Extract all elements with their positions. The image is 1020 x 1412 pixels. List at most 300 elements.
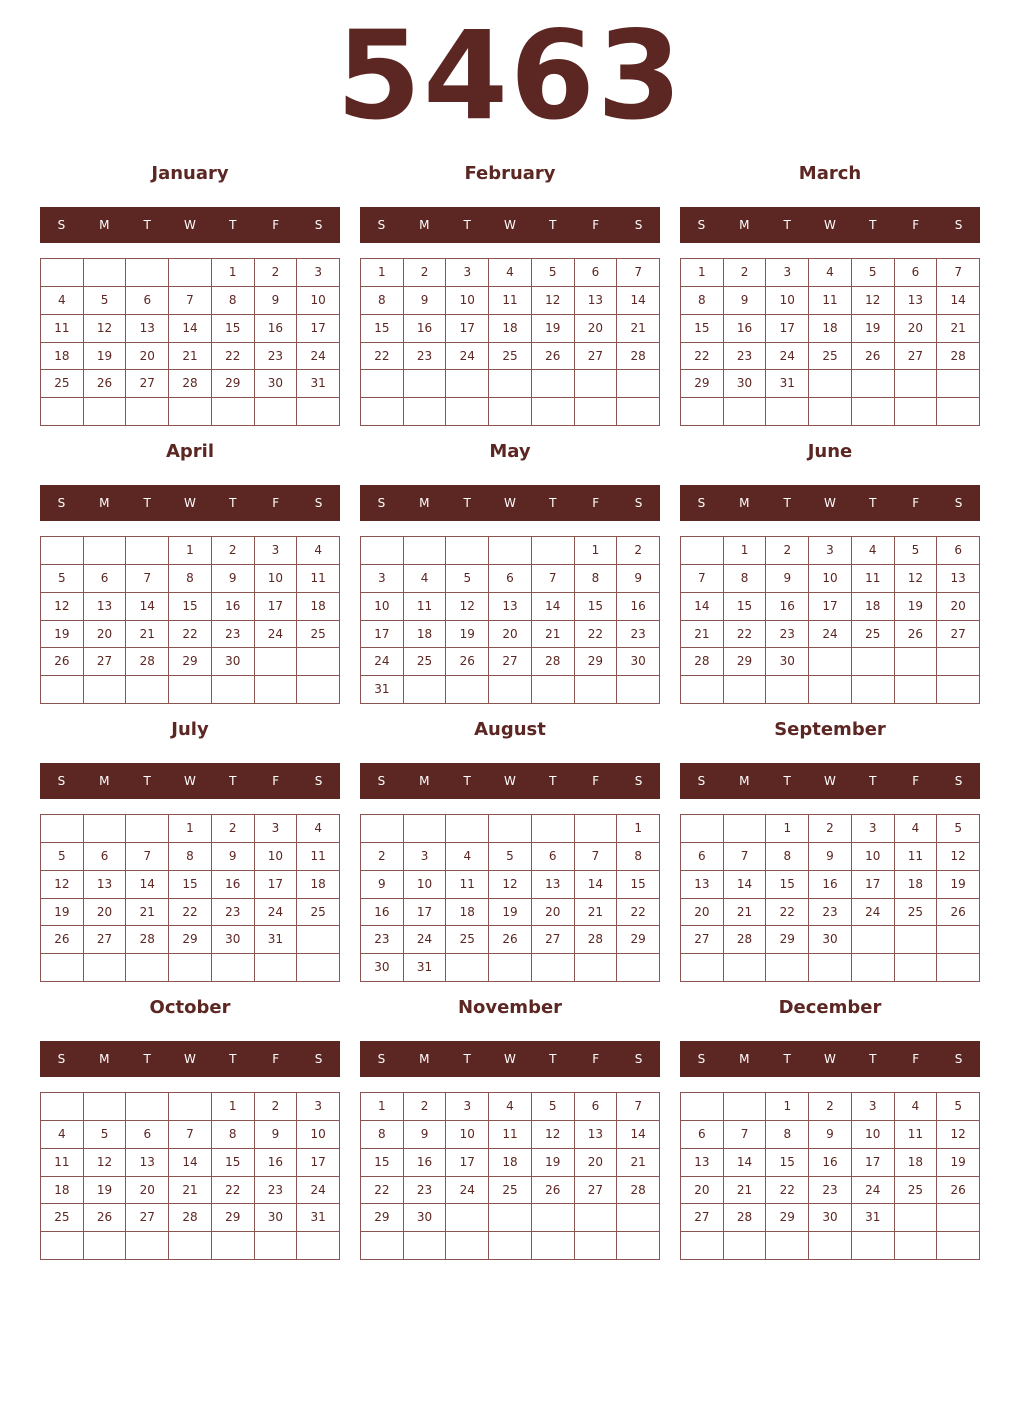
day-cell[interactable]: 21 <box>617 1149 660 1177</box>
day-cell[interactable]: 16 <box>212 871 255 899</box>
day-cell[interactable]: 22 <box>617 899 660 927</box>
day-cell[interactable]: 8 <box>724 565 767 593</box>
day-cell[interactable]: 30 <box>255 1204 298 1232</box>
day-cell[interactable]: 12 <box>532 287 575 315</box>
day-cell[interactable]: 20 <box>575 1149 618 1177</box>
day-cell[interactable]: 30 <box>404 1204 447 1232</box>
day-cell[interactable]: 15 <box>575 593 618 621</box>
day-cell[interactable]: 23 <box>212 621 255 649</box>
day-cell[interactable]: 23 <box>361 926 404 954</box>
day-cell[interactable]: 25 <box>297 899 340 927</box>
day-cell[interactable]: 24 <box>446 1177 489 1205</box>
day-cell[interactable]: 18 <box>852 593 895 621</box>
day-cell[interactable]: 20 <box>681 1177 724 1205</box>
day-cell[interactable]: 19 <box>41 621 84 649</box>
day-cell[interactable]: 18 <box>489 315 532 343</box>
day-cell[interactable]: 25 <box>895 899 938 927</box>
day-cell[interactable]: 6 <box>937 537 980 565</box>
day-cell[interactable]: 29 <box>766 1204 809 1232</box>
day-cell[interactable]: 27 <box>489 648 532 676</box>
day-cell[interactable]: 27 <box>681 1204 724 1232</box>
day-cell[interactable]: 14 <box>532 593 575 621</box>
day-cell[interactable]: 13 <box>532 871 575 899</box>
day-cell[interactable]: 19 <box>84 1177 127 1205</box>
day-cell[interactable]: 6 <box>575 1093 618 1121</box>
day-cell[interactable]: 24 <box>297 343 340 371</box>
day-cell[interactable]: 31 <box>404 954 447 982</box>
day-cell[interactable]: 1 <box>169 815 212 843</box>
day-cell[interactable]: 5 <box>489 843 532 871</box>
day-cell[interactable]: 9 <box>212 843 255 871</box>
day-cell[interactable]: 21 <box>724 1177 767 1205</box>
day-cell[interactable]: 12 <box>84 1149 127 1177</box>
day-cell[interactable]: 13 <box>575 287 618 315</box>
day-cell[interactable]: 3 <box>361 565 404 593</box>
day-cell[interactable]: 30 <box>212 648 255 676</box>
day-cell[interactable]: 11 <box>895 1121 938 1149</box>
day-cell[interactable]: 8 <box>766 843 809 871</box>
day-cell[interactable]: 13 <box>895 287 938 315</box>
day-cell[interactable]: 4 <box>895 1093 938 1121</box>
day-cell[interactable]: 1 <box>212 1093 255 1121</box>
day-cell[interactable]: 3 <box>809 537 852 565</box>
day-cell[interactable]: 24 <box>404 926 447 954</box>
day-cell[interactable]: 24 <box>255 899 298 927</box>
day-cell[interactable]: 17 <box>404 899 447 927</box>
day-cell[interactable]: 21 <box>126 899 169 927</box>
day-cell[interactable]: 17 <box>255 593 298 621</box>
day-cell[interactable]: 9 <box>212 565 255 593</box>
day-cell[interactable]: 24 <box>852 1177 895 1205</box>
day-cell[interactable]: 10 <box>852 1121 895 1149</box>
day-cell[interactable]: 31 <box>297 370 340 398</box>
day-cell[interactable]: 10 <box>297 1121 340 1149</box>
day-cell[interactable]: 14 <box>617 1121 660 1149</box>
day-cell[interactable]: 22 <box>681 343 724 371</box>
day-cell[interactable]: 2 <box>809 815 852 843</box>
day-cell[interactable]: 7 <box>617 259 660 287</box>
day-cell[interactable]: 8 <box>169 843 212 871</box>
day-cell[interactable]: 7 <box>617 1093 660 1121</box>
day-cell[interactable]: 26 <box>489 926 532 954</box>
day-cell[interactable]: 28 <box>724 926 767 954</box>
day-cell[interactable]: 16 <box>809 871 852 899</box>
day-cell[interactable]: 15 <box>766 871 809 899</box>
day-cell[interactable]: 5 <box>532 259 575 287</box>
day-cell[interactable]: 7 <box>681 565 724 593</box>
day-cell[interactable]: 30 <box>255 370 298 398</box>
day-cell[interactable]: 14 <box>617 287 660 315</box>
day-cell[interactable]: 3 <box>255 815 298 843</box>
day-cell[interactable]: 31 <box>766 370 809 398</box>
day-cell[interactable]: 30 <box>766 648 809 676</box>
day-cell[interactable]: 8 <box>361 287 404 315</box>
day-cell[interactable]: 14 <box>126 871 169 899</box>
day-cell[interactable]: 9 <box>255 287 298 315</box>
day-cell[interactable]: 18 <box>809 315 852 343</box>
day-cell[interactable]: 24 <box>361 648 404 676</box>
day-cell[interactable]: 11 <box>41 315 84 343</box>
day-cell[interactable]: 1 <box>724 537 767 565</box>
day-cell[interactable]: 17 <box>297 1149 340 1177</box>
day-cell[interactable]: 10 <box>255 565 298 593</box>
day-cell[interactable]: 24 <box>255 621 298 649</box>
day-cell[interactable]: 10 <box>852 843 895 871</box>
day-cell[interactable]: 21 <box>617 315 660 343</box>
day-cell[interactable]: 30 <box>617 648 660 676</box>
day-cell[interactable]: 18 <box>895 1149 938 1177</box>
day-cell[interactable]: 30 <box>809 1204 852 1232</box>
day-cell[interactable]: 20 <box>575 315 618 343</box>
day-cell[interactable]: 4 <box>446 843 489 871</box>
day-cell[interactable]: 26 <box>895 621 938 649</box>
day-cell[interactable]: 12 <box>937 1121 980 1149</box>
day-cell[interactable]: 6 <box>895 259 938 287</box>
day-cell[interactable]: 6 <box>681 1121 724 1149</box>
day-cell[interactable]: 3 <box>446 259 489 287</box>
day-cell[interactable]: 21 <box>169 343 212 371</box>
day-cell[interactable]: 27 <box>126 370 169 398</box>
day-cell[interactable]: 4 <box>489 259 532 287</box>
day-cell[interactable]: 4 <box>404 565 447 593</box>
day-cell[interactable]: 21 <box>169 1177 212 1205</box>
day-cell[interactable]: 10 <box>361 593 404 621</box>
day-cell[interactable]: 14 <box>169 315 212 343</box>
day-cell[interactable]: 22 <box>361 1177 404 1205</box>
day-cell[interactable]: 5 <box>446 565 489 593</box>
day-cell[interactable]: 13 <box>84 871 127 899</box>
day-cell[interactable]: 9 <box>766 565 809 593</box>
day-cell[interactable]: 26 <box>446 648 489 676</box>
day-cell[interactable]: 27 <box>532 926 575 954</box>
day-cell[interactable]: 21 <box>532 621 575 649</box>
day-cell[interactable]: 21 <box>126 621 169 649</box>
day-cell[interactable]: 18 <box>297 871 340 899</box>
day-cell[interactable]: 19 <box>489 899 532 927</box>
day-cell[interactable]: 2 <box>255 1093 298 1121</box>
day-cell[interactable]: 2 <box>212 815 255 843</box>
day-cell[interactable]: 9 <box>404 287 447 315</box>
day-cell[interactable]: 7 <box>532 565 575 593</box>
day-cell[interactable]: 14 <box>724 871 767 899</box>
day-cell[interactable]: 13 <box>126 315 169 343</box>
day-cell[interactable]: 25 <box>41 370 84 398</box>
day-cell[interactable]: 8 <box>617 843 660 871</box>
day-cell[interactable]: 11 <box>41 1149 84 1177</box>
day-cell[interactable]: 18 <box>895 871 938 899</box>
day-cell[interactable]: 17 <box>255 871 298 899</box>
day-cell[interactable]: 15 <box>169 593 212 621</box>
day-cell[interactable]: 4 <box>895 815 938 843</box>
day-cell[interactable]: 13 <box>937 565 980 593</box>
day-cell[interactable]: 17 <box>852 1149 895 1177</box>
day-cell[interactable]: 25 <box>895 1177 938 1205</box>
day-cell[interactable]: 2 <box>404 259 447 287</box>
day-cell[interactable]: 20 <box>126 1177 169 1205</box>
day-cell[interactable]: 4 <box>297 815 340 843</box>
day-cell[interactable]: 2 <box>724 259 767 287</box>
day-cell[interactable]: 29 <box>169 648 212 676</box>
day-cell[interactable]: 2 <box>212 537 255 565</box>
day-cell[interactable]: 16 <box>212 593 255 621</box>
day-cell[interactable]: 25 <box>809 343 852 371</box>
day-cell[interactable]: 13 <box>681 871 724 899</box>
day-cell[interactable]: 16 <box>617 593 660 621</box>
day-cell[interactable]: 25 <box>41 1204 84 1232</box>
day-cell[interactable]: 7 <box>937 259 980 287</box>
day-cell[interactable]: 1 <box>681 259 724 287</box>
day-cell[interactable]: 29 <box>617 926 660 954</box>
day-cell[interactable]: 7 <box>169 1121 212 1149</box>
day-cell[interactable]: 10 <box>809 565 852 593</box>
day-cell[interactable]: 1 <box>361 1093 404 1121</box>
day-cell[interactable]: 24 <box>446 343 489 371</box>
day-cell[interactable]: 28 <box>169 370 212 398</box>
day-cell[interactable]: 11 <box>297 565 340 593</box>
day-cell[interactable]: 23 <box>617 621 660 649</box>
day-cell[interactable]: 28 <box>617 343 660 371</box>
day-cell[interactable]: 26 <box>532 1177 575 1205</box>
day-cell[interactable]: 27 <box>84 648 127 676</box>
day-cell[interactable]: 5 <box>532 1093 575 1121</box>
day-cell[interactable]: 16 <box>724 315 767 343</box>
day-cell[interactable]: 20 <box>532 899 575 927</box>
day-cell[interactable]: 2 <box>617 537 660 565</box>
day-cell[interactable]: 27 <box>895 343 938 371</box>
day-cell[interactable]: 24 <box>809 621 852 649</box>
day-cell[interactable]: 15 <box>724 593 767 621</box>
day-cell[interactable]: 15 <box>617 871 660 899</box>
day-cell[interactable]: 6 <box>84 565 127 593</box>
day-cell[interactable]: 27 <box>126 1204 169 1232</box>
day-cell[interactable]: 12 <box>41 593 84 621</box>
day-cell[interactable]: 5 <box>937 1093 980 1121</box>
day-cell[interactable]: 26 <box>937 899 980 927</box>
day-cell[interactable]: 12 <box>532 1121 575 1149</box>
day-cell[interactable]: 26 <box>41 648 84 676</box>
day-cell[interactable]: 21 <box>681 621 724 649</box>
day-cell[interactable]: 7 <box>126 843 169 871</box>
day-cell[interactable]: 11 <box>852 565 895 593</box>
day-cell[interactable]: 23 <box>404 1177 447 1205</box>
day-cell[interactable]: 29 <box>724 648 767 676</box>
day-cell[interactable]: 7 <box>724 1121 767 1149</box>
day-cell[interactable]: 23 <box>404 343 447 371</box>
day-cell[interactable]: 3 <box>852 1093 895 1121</box>
day-cell[interactable]: 12 <box>446 593 489 621</box>
day-cell[interactable]: 28 <box>169 1204 212 1232</box>
day-cell[interactable]: 19 <box>532 1149 575 1177</box>
day-cell[interactable]: 11 <box>895 843 938 871</box>
day-cell[interactable]: 23 <box>766 621 809 649</box>
day-cell[interactable]: 14 <box>724 1149 767 1177</box>
day-cell[interactable]: 29 <box>575 648 618 676</box>
day-cell[interactable]: 4 <box>41 1121 84 1149</box>
day-cell[interactable]: 1 <box>169 537 212 565</box>
day-cell[interactable]: 5 <box>84 1121 127 1149</box>
day-cell[interactable]: 16 <box>766 593 809 621</box>
day-cell[interactable]: 28 <box>681 648 724 676</box>
day-cell[interactable]: 6 <box>489 565 532 593</box>
day-cell[interactable]: 28 <box>126 648 169 676</box>
day-cell[interactable]: 3 <box>446 1093 489 1121</box>
day-cell[interactable]: 17 <box>361 621 404 649</box>
day-cell[interactable]: 10 <box>297 287 340 315</box>
day-cell[interactable]: 6 <box>84 843 127 871</box>
day-cell[interactable]: 5 <box>895 537 938 565</box>
day-cell[interactable]: 12 <box>84 315 127 343</box>
day-cell[interactable]: 30 <box>809 926 852 954</box>
day-cell[interactable]: 1 <box>617 815 660 843</box>
day-cell[interactable]: 10 <box>446 287 489 315</box>
day-cell[interactable]: 16 <box>255 315 298 343</box>
day-cell[interactable]: 21 <box>937 315 980 343</box>
day-cell[interactable]: 15 <box>361 1149 404 1177</box>
day-cell[interactable]: 19 <box>852 315 895 343</box>
day-cell[interactable]: 29 <box>681 370 724 398</box>
day-cell[interactable]: 9 <box>361 871 404 899</box>
day-cell[interactable]: 1 <box>361 259 404 287</box>
day-cell[interactable]: 11 <box>489 287 532 315</box>
day-cell[interactable]: 18 <box>41 343 84 371</box>
day-cell[interactable]: 27 <box>937 621 980 649</box>
day-cell[interactable]: 19 <box>937 871 980 899</box>
day-cell[interactable]: 8 <box>361 1121 404 1149</box>
day-cell[interactable]: 15 <box>212 1149 255 1177</box>
day-cell[interactable]: 18 <box>446 899 489 927</box>
day-cell[interactable]: 22 <box>766 899 809 927</box>
day-cell[interactable]: 21 <box>575 899 618 927</box>
day-cell[interactable]: 27 <box>84 926 127 954</box>
day-cell[interactable]: 1 <box>575 537 618 565</box>
day-cell[interactable]: 25 <box>404 648 447 676</box>
day-cell[interactable]: 17 <box>852 871 895 899</box>
day-cell[interactable]: 13 <box>84 593 127 621</box>
day-cell[interactable]: 14 <box>169 1149 212 1177</box>
day-cell[interactable]: 18 <box>489 1149 532 1177</box>
day-cell[interactable]: 26 <box>852 343 895 371</box>
day-cell[interactable]: 28 <box>126 926 169 954</box>
day-cell[interactable]: 28 <box>532 648 575 676</box>
day-cell[interactable]: 29 <box>212 370 255 398</box>
day-cell[interactable]: 2 <box>361 843 404 871</box>
day-cell[interactable]: 16 <box>404 315 447 343</box>
day-cell[interactable]: 4 <box>297 537 340 565</box>
day-cell[interactable]: 13 <box>126 1149 169 1177</box>
day-cell[interactable]: 22 <box>212 343 255 371</box>
day-cell[interactable]: 23 <box>255 343 298 371</box>
day-cell[interactable]: 18 <box>41 1177 84 1205</box>
day-cell[interactable]: 18 <box>297 593 340 621</box>
day-cell[interactable]: 9 <box>617 565 660 593</box>
day-cell[interactable]: 16 <box>255 1149 298 1177</box>
day-cell[interactable]: 15 <box>681 315 724 343</box>
day-cell[interactable]: 22 <box>724 621 767 649</box>
day-cell[interactable]: 25 <box>852 621 895 649</box>
day-cell[interactable]: 24 <box>852 899 895 927</box>
day-cell[interactable]: 3 <box>852 815 895 843</box>
day-cell[interactable]: 17 <box>446 1149 489 1177</box>
day-cell[interactable]: 8 <box>766 1121 809 1149</box>
day-cell[interactable]: 9 <box>809 1121 852 1149</box>
day-cell[interactable]: 22 <box>169 899 212 927</box>
day-cell[interactable]: 27 <box>681 926 724 954</box>
day-cell[interactable]: 16 <box>361 899 404 927</box>
day-cell[interactable]: 14 <box>937 287 980 315</box>
day-cell[interactable]: 14 <box>126 593 169 621</box>
day-cell[interactable]: 10 <box>446 1121 489 1149</box>
day-cell[interactable]: 11 <box>297 843 340 871</box>
day-cell[interactable]: 25 <box>489 343 532 371</box>
day-cell[interactable]: 12 <box>41 871 84 899</box>
day-cell[interactable]: 6 <box>532 843 575 871</box>
day-cell[interactable]: 6 <box>126 287 169 315</box>
day-cell[interactable]: 22 <box>766 1177 809 1205</box>
day-cell[interactable]: 2 <box>404 1093 447 1121</box>
day-cell[interactable]: 17 <box>297 315 340 343</box>
day-cell[interactable]: 19 <box>937 1149 980 1177</box>
day-cell[interactable]: 3 <box>297 1093 340 1121</box>
day-cell[interactable]: 12 <box>895 565 938 593</box>
day-cell[interactable]: 5 <box>852 259 895 287</box>
day-cell[interactable]: 31 <box>297 1204 340 1232</box>
day-cell[interactable]: 8 <box>575 565 618 593</box>
day-cell[interactable]: 20 <box>84 899 127 927</box>
day-cell[interactable]: 9 <box>724 287 767 315</box>
day-cell[interactable]: 26 <box>937 1177 980 1205</box>
day-cell[interactable]: 6 <box>126 1121 169 1149</box>
day-cell[interactable]: 17 <box>766 315 809 343</box>
day-cell[interactable]: 20 <box>84 621 127 649</box>
day-cell[interactable]: 1 <box>766 1093 809 1121</box>
day-cell[interactable]: 15 <box>212 315 255 343</box>
day-cell[interactable]: 23 <box>724 343 767 371</box>
day-cell[interactable]: 27 <box>575 343 618 371</box>
day-cell[interactable]: 10 <box>404 871 447 899</box>
day-cell[interactable]: 29 <box>169 926 212 954</box>
day-cell[interactable]: 11 <box>809 287 852 315</box>
day-cell[interactable]: 28 <box>617 1177 660 1205</box>
day-cell[interactable]: 13 <box>575 1121 618 1149</box>
day-cell[interactable]: 17 <box>446 315 489 343</box>
day-cell[interactable]: 14 <box>681 593 724 621</box>
day-cell[interactable]: 29 <box>212 1204 255 1232</box>
day-cell[interactable]: 26 <box>532 343 575 371</box>
day-cell[interactable]: 9 <box>809 843 852 871</box>
day-cell[interactable]: 2 <box>809 1093 852 1121</box>
day-cell[interactable]: 28 <box>575 926 618 954</box>
day-cell[interactable]: 18 <box>404 621 447 649</box>
day-cell[interactable]: 1 <box>766 815 809 843</box>
day-cell[interactable]: 5 <box>84 287 127 315</box>
day-cell[interactable]: 7 <box>724 843 767 871</box>
day-cell[interactable]: 13 <box>681 1149 724 1177</box>
day-cell[interactable]: 19 <box>532 315 575 343</box>
day-cell[interactable]: 22 <box>575 621 618 649</box>
day-cell[interactable]: 7 <box>575 843 618 871</box>
day-cell[interactable]: 30 <box>724 370 767 398</box>
day-cell[interactable]: 4 <box>489 1093 532 1121</box>
day-cell[interactable]: 30 <box>212 926 255 954</box>
day-cell[interactable]: 31 <box>361 676 404 704</box>
day-cell[interactable]: 20 <box>489 621 532 649</box>
day-cell[interactable]: 5 <box>41 565 84 593</box>
day-cell[interactable]: 15 <box>169 871 212 899</box>
day-cell[interactable]: 3 <box>404 843 447 871</box>
day-cell[interactable]: 11 <box>404 593 447 621</box>
day-cell[interactable]: 2 <box>255 259 298 287</box>
day-cell[interactable]: 11 <box>446 871 489 899</box>
